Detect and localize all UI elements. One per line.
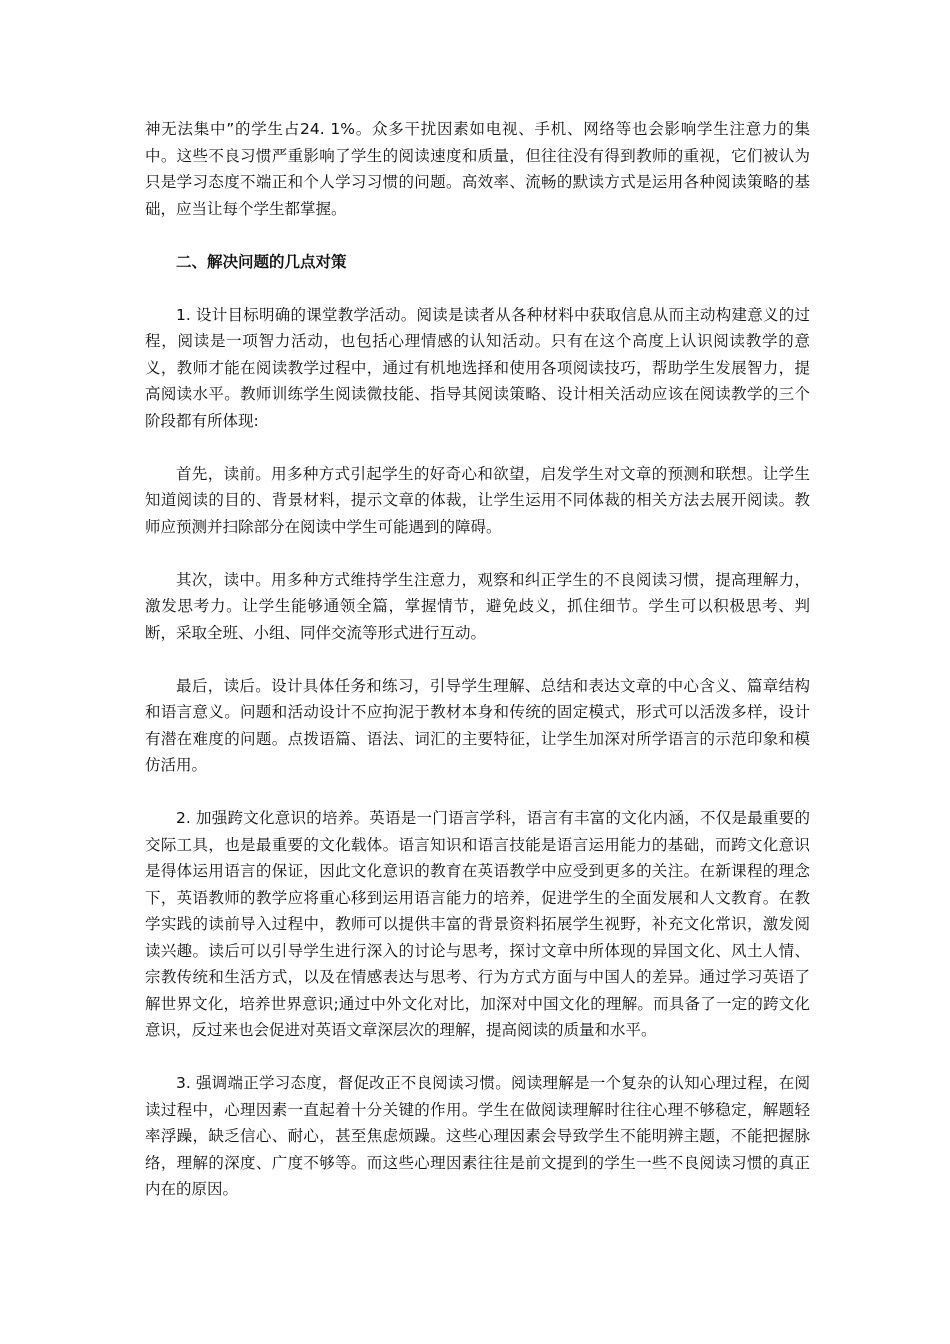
document-page — [145, 116, 810, 1229]
paragraph-while-reading: 其次，读中。用多种方式维持学生注意力，观察和纠正学生的不良阅读习惯，提高理解力，激发思考力。让学生能够通领全篇，掌握情节，避免歧义，抓住细节。学生可以积极思考、判断，采取全班、小组、同伴交流等形式进行互动。 — [145, 570, 810, 642]
paragraph-post-reading: 最后，读后。设计具体任务和练习，引导学生理解、总结和表达文章的中心含义、篇章结构和语言意义。问题和活动设计不应拘泥于教材本身和传统的固定模式，形式可以活泼多样，设计有潜在难度的问题。点拨语篇、语法、词汇的主要特征，让学生加深对所学语言的示范印象和模仿活用。 — [145, 676, 810, 774]
paragraph-strategy-3: 3. 强调端正学习态度，督促改正不良阅读习惯。阅读理解是一个复杂的认知心理过程，在阅读过程中，心理因素一直起着十分关键的作用。学生在做阅读理解时往往心理不够稳定，解题轻率浮躁，缺乏信心、耐心，甚至焦虑烦躁。这些心理因素会导致学生不能明辨主题，不能把握脉络，理解的深度、广度不够等。而这些心理因素往往是前文提到的学生一些不良阅读习惯的真正内在的原因。 — [145, 1074, 810, 1198]
paragraph-pre-reading: 首先，读前。用多种方式引起学生的好奇心和欲望，启发学生对文章的预测和联想。让学生知道阅读的目的、背景材料，提示文章的体裁，让学生运用不同体裁的相关方法去展开阅读。教师应预测并扫除部分在阅读中学生可能遇到的障碍。 — [145, 464, 810, 536]
paragraph-continuation: 神无法集中”的学生占24. 1%。众多干扰因素如电视、手机、网络等也会影响学生注意力的集中。这些不良习惯严重影响了学生的阅读速度和质量，但往往没有得到教师的重视，它们被认为只是学习态度不端正和个人学习习惯的问题。高效率、流畅的默读方式是运用各种阅读策略的基础，应当让每个学生都掌握。 — [145, 120, 810, 218]
section-heading: 二、解决问题的几点对策 — [176, 252, 347, 271]
paragraph-strategy-1: 1. 设计目标明确的课堂教学活动。阅读是读者从各种材料中获取信息从而主动构建意义的过程，阅读是一项智力活动，也包括心理情感的认知活动。只有在这个高度上认识阅读教学的意义，教师才能在阅读教学过程中，通过有机地选择和使用各项阅读技巧，帮助学生发展智力，提高阅读水平。教师训练学生阅读微技能、指导其阅读策略、设计相关活动应该在阅读教学的三个阶段都有所体现: — [145, 305, 810, 430]
paragraph-strategy-2: 2. 加强跨文化意识的培养。英语是一门语言学科，语言有丰富的文化内涵，不仅是最重要的交际工具，也是最重要的文化载体。语言知识和语言技能是语言运用能力的基础，而跨文化意识是得体运用语言的保证，因此文化意识的教育在英语教学中应受到更多的关注。在新课程的理念下，英语教师的教学应将重心移到运用语言能力的培养，促进学生的全面发展和人文教育。在教学实践的读前导入过程中，教师可以提供丰富的背景资料拓展学生视野，补充文化常识，激发阅读兴趣。读后可以引导学生进行深入的讨论与思考，探讨文章中所体现的异国文化、风土人情、宗教传统和生活方式，以及在情感表达与思考、行为方式方面与中国人的差异。通过学习英语了解世界文化，培养世界意识;通过中外文化对比，加深对中国文化的理解。而具备了一定的跨文化意识，反过来也会促进对英语文章深层次的理解，提高阅读的质量和水平。 — [145, 809, 810, 1039]
